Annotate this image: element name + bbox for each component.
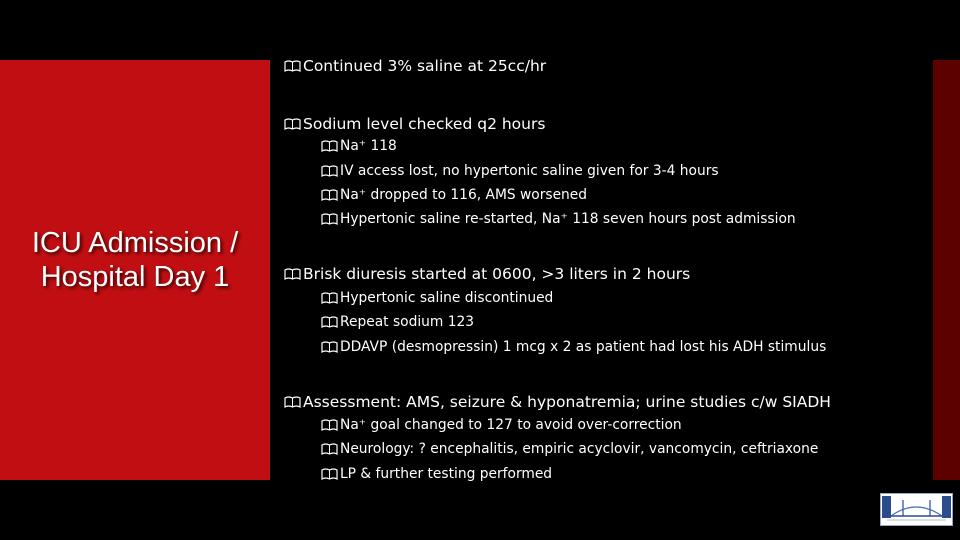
sub-bullet-text: Neurology: ? encephalitis, empiric acyclovir, vancomycin, ceftriaxone bbox=[340, 441, 819, 457]
book-icon bbox=[284, 395, 301, 409]
sub-bullet-item bbox=[321, 417, 682, 433]
book-icon bbox=[321, 467, 338, 481]
sub-bullet-text: Na⁺ dropped to 116, AMS worsened bbox=[340, 187, 588, 203]
book-icon bbox=[321, 340, 338, 354]
book-icon bbox=[284, 267, 301, 281]
sub-bullet-text: Na⁺ 118 bbox=[340, 138, 397, 154]
bullet-item bbox=[284, 265, 690, 283]
sub-bullet-item bbox=[321, 138, 397, 154]
bridge-logo bbox=[880, 493, 953, 526]
bullet-list bbox=[284, 0, 924, 540]
sub-bullet-item bbox=[321, 163, 719, 179]
book-icon bbox=[321, 418, 338, 432]
sub-bullet-text: Hypertonic saline re-started, Na⁺ 118 seven hours post admission bbox=[340, 211, 796, 227]
bullet-text: Continued 3% saline at 25cc/hr bbox=[303, 57, 547, 75]
right-accent-bar bbox=[933, 60, 960, 480]
bullet-text: Brisk diuresis started at 0600, >3 liters in 2 hours bbox=[303, 265, 691, 283]
book-icon bbox=[321, 139, 338, 153]
sub-bullet-text: Repeat sodium 123 bbox=[340, 314, 475, 330]
sub-bullet-item bbox=[321, 339, 826, 355]
book-icon bbox=[321, 315, 338, 329]
book-icon bbox=[284, 59, 301, 73]
sub-bullet-item bbox=[321, 466, 552, 482]
book-icon bbox=[321, 212, 338, 226]
bullet-item bbox=[284, 115, 545, 133]
bullet-item bbox=[284, 393, 831, 411]
book-icon bbox=[321, 188, 338, 202]
book-icon bbox=[284, 117, 301, 131]
slide-title bbox=[0, 226, 270, 294]
book-icon bbox=[321, 291, 338, 305]
bullet-text: Assessment: AMS, seizure & hyponatremia; urine studies c/w SIADH bbox=[303, 393, 831, 411]
sub-bullet-text: Hypertonic saline discontinued bbox=[340, 290, 554, 306]
bullet-text: Sodium level checked q2 hours bbox=[303, 115, 546, 133]
slide-title-line-2: Hospital Day 1 bbox=[40, 261, 230, 293]
book-icon bbox=[321, 442, 338, 456]
sub-bullet-text: DDAVP (desmopressin) 1 mcg x 2 as patient had lost his ADH stimulus bbox=[340, 339, 827, 355]
sub-bullet-item bbox=[321, 187, 587, 203]
bridge-logo-graphic bbox=[881, 494, 952, 525]
sub-bullet-item bbox=[321, 211, 796, 227]
bullet-item bbox=[284, 57, 546, 75]
sub-bullet-text: LP & further testing performed bbox=[340, 466, 553, 482]
sub-bullet-item bbox=[321, 441, 818, 457]
sub-bullet-text: Na⁺ goal changed to 127 to avoid over-correction bbox=[340, 417, 682, 433]
slide-title-line-1: ICU Admission / bbox=[31, 227, 239, 259]
sub-bullet-text: IV access lost, no hypertonic saline given for 3-4 hours bbox=[340, 163, 719, 179]
sub-bullet-item bbox=[321, 290, 553, 306]
sub-bullet-item bbox=[321, 314, 474, 330]
book-icon bbox=[321, 164, 338, 178]
